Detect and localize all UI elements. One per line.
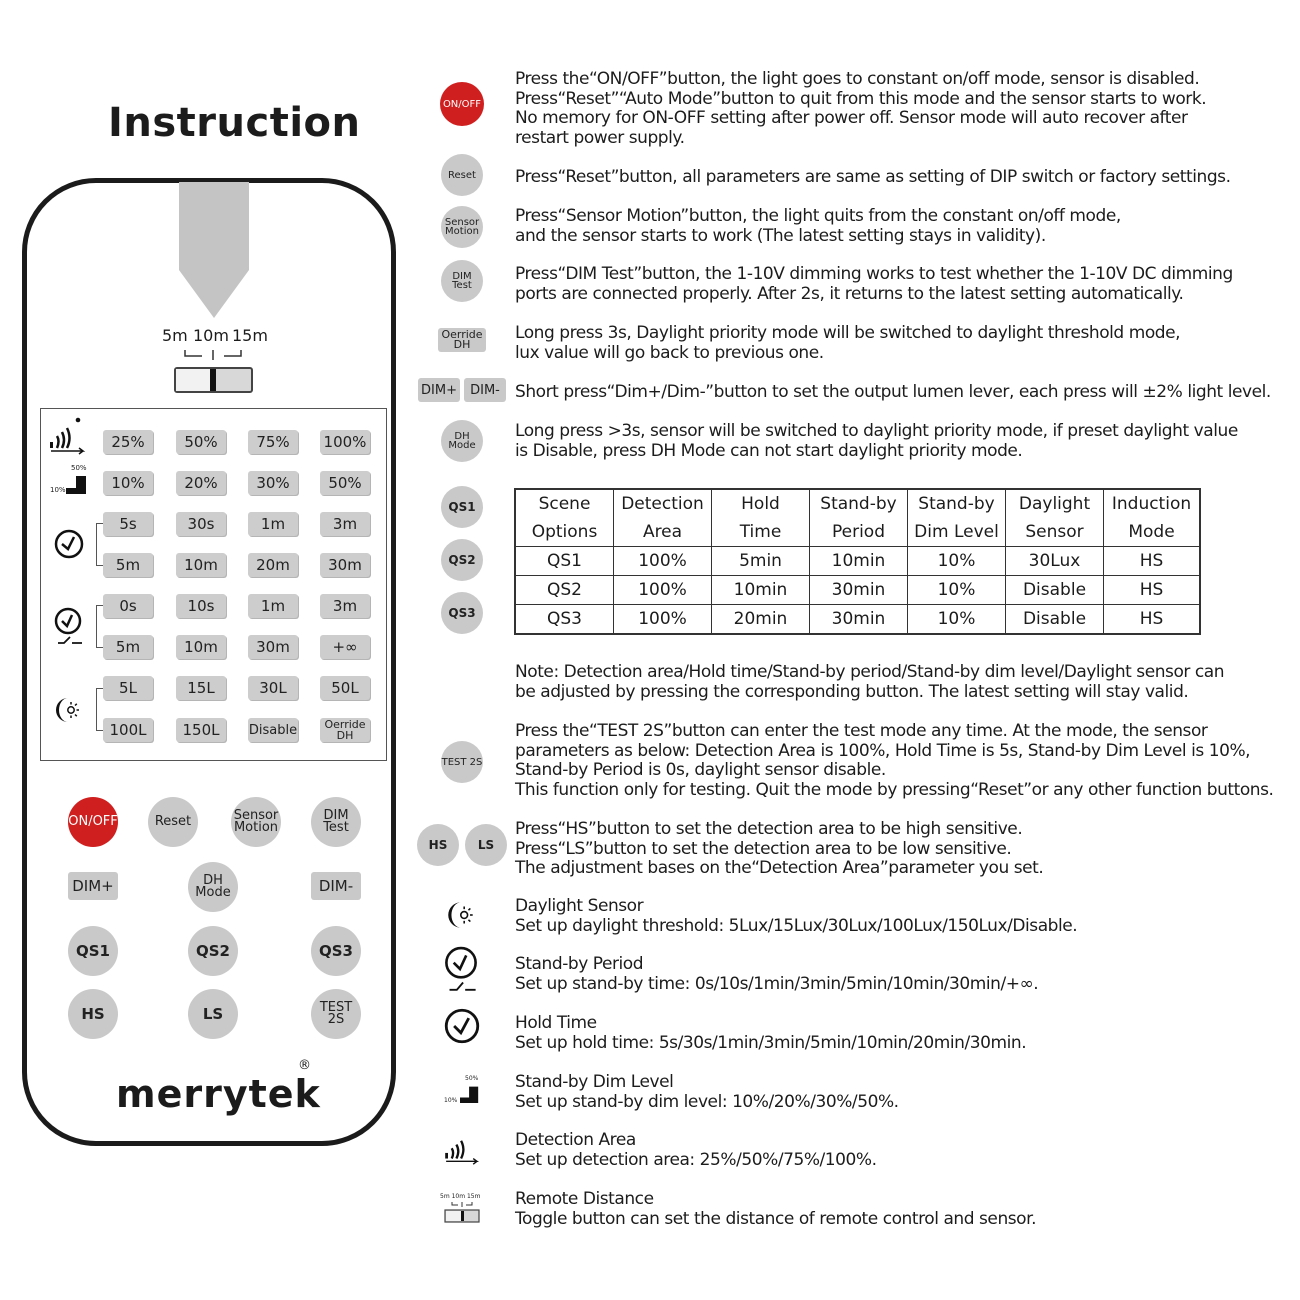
hold-20m-button[interactable]: 20m [248, 553, 298, 577]
table-cell: 10min [712, 576, 810, 605]
instr-hs-ls-text: Press“HS”button to set the detection area to be high sensitive. Press“LS”button to set the detection area to be low sensitive. The adjustment bases on the“Detection Area”parameter you set. [515, 819, 1044, 878]
daylight-30l-button[interactable]: 30L [248, 676, 298, 700]
standby-period-clock-icon [52, 607, 86, 647]
standby-30m-button[interactable]: 30m [248, 635, 298, 659]
instr-dim-test-icon: DIM Test [441, 260, 483, 302]
instr-sensor-motion-icon: Sensor Motion [441, 206, 483, 248]
page-title: Instruction [108, 100, 361, 146]
standby-dim-icon-bottom: 10% [444, 1097, 458, 1104]
table-header-cell: Scene Options [515, 489, 614, 547]
table-cell: 20min [712, 605, 810, 635]
test-2s-button[interactable]: TEST 2S [311, 989, 361, 1039]
detection-area-text: Set up detection area: 25%/50%/75%/100%. [515, 1150, 877, 1170]
instr-hs-icon: HS [417, 824, 459, 866]
sensor-motion-button[interactable]: Sensor Motion [231, 797, 281, 847]
detection-area-legend-icon [443, 1138, 481, 1166]
standby-3m-button[interactable]: 3m [320, 594, 370, 618]
daylight-sensor-icon [52, 694, 84, 726]
dim-level-icon-bottom: 10% [50, 486, 66, 494]
instr-qs3-icon: QS3 [441, 592, 483, 634]
detection-50-button[interactable]: 50% [176, 430, 226, 454]
reset-button[interactable]: Reset [148, 797, 198, 847]
table-header-cell: Induction Mode [1104, 489, 1201, 547]
table-cell: HS [1104, 547, 1201, 576]
detection-75-button[interactable]: 75% [248, 430, 298, 454]
daylight-disable-button[interactable]: Disable [248, 718, 298, 742]
instr-sensor-motion-text: Press“Sensor Motion”button, the light quits from the constant on/off mode, and the sensor starts to work (The latest setting stays in validity). [515, 206, 1121, 246]
table-cell: 5min [712, 547, 810, 576]
hold-30m-button[interactable]: 30m [320, 553, 370, 577]
remote-distance-icon-labels: 5m 10m 15m [440, 1193, 481, 1200]
hold-5m-button[interactable]: 5m [103, 553, 153, 577]
table-header-cell: Daylight Sensor [1006, 489, 1104, 547]
standby-dim-legend-icon [460, 1083, 480, 1103]
on-off-button[interactable]: ON/OFF [68, 797, 118, 847]
standby-dim-title: Stand-by Dim Level [515, 1072, 674, 1092]
table-cell: QS2 [515, 576, 614, 605]
instr-dim-test-text: Press“DIM Test”button, the 1-10V dimming works to test whether the 1-10V DC dimming ports are connected properly. After 2s, it returns to the latest setting automatically. [515, 264, 1233, 304]
daylight-100l-button[interactable]: 100L [103, 718, 153, 742]
daylight-5l-button[interactable]: 5L [103, 676, 153, 700]
table-cell: QS1 [515, 547, 614, 576]
instr-on-off-icon: ON/OFF [440, 82, 484, 126]
standby-period-legend-icon [443, 946, 479, 994]
instr-dh-mode-icon: DH Mode [441, 420, 483, 462]
table-cell: 10min [810, 547, 908, 576]
instr-override-dh-text: Long press 3s, Daylight priority mode will be switched to daylight threshold mode, lux value will go back to previous one. [515, 323, 1181, 363]
instr-override-dh-icon: Oerride DH [438, 328, 486, 352]
table-cell: 100% [614, 547, 712, 576]
standby-10m-button[interactable]: 10m [176, 635, 226, 659]
daylight-15l-button[interactable]: 15L [176, 676, 226, 700]
dim-level-icon-top: 50% [71, 464, 87, 472]
hs-button[interactable]: HS [68, 989, 118, 1039]
adjustment-note: Note: Detection area/Hold time/Stand-by period/Stand-by dim level/Daylight sensor can be adjusted by pressing the corresponding button. The latest setting will stay valid. [515, 662, 1225, 702]
distance-label-10m: 10m [193, 326, 229, 345]
dim-minus-button[interactable]: DIM- [311, 872, 361, 900]
table-cell: 30min [810, 605, 908, 635]
standby-infinite-button[interactable]: +∞ [320, 635, 370, 659]
daylight-sensor-title: Daylight Sensor [515, 896, 644, 916]
table-cell: QS3 [515, 605, 614, 635]
daylight-50l-button[interactable]: 50L [320, 676, 370, 700]
table-cell: 10% [908, 547, 1006, 576]
registered-mark: ® [298, 1058, 311, 1073]
instr-reset-icon: Reset [441, 154, 483, 196]
table-cell: HS [1104, 605, 1201, 635]
hold-30s-button[interactable]: 30s [176, 512, 226, 536]
distance-label-5m: 5m [162, 326, 188, 345]
ir-emitter-icon [179, 182, 249, 318]
standby-1m-button[interactable]: 1m [248, 594, 298, 618]
table-row [515, 547, 1200, 576]
table-header-cell: Stand-by Period [810, 489, 908, 547]
table-cell: 10% [908, 576, 1006, 605]
table-cell: 10% [908, 605, 1006, 635]
hold-5s-button[interactable]: 5s [103, 512, 153, 536]
table-header-cell: Hold Time [712, 489, 810, 547]
distance-bracket-icon [184, 348, 242, 362]
brand-logo: merrytek [116, 1072, 321, 1116]
dim-10-button[interactable]: 10% [103, 471, 153, 495]
toggle-left-section [176, 369, 210, 391]
daylight-sensor-text: Set up daylight threshold: 5Lux/15Lux/30Lux/100Lux/150Lux/Disable. [515, 916, 1078, 936]
table-header-cell: Stand-by Dim Level [908, 489, 1006, 547]
distance-label-15m: 15m [232, 326, 268, 345]
detection-25-button[interactable]: 25% [103, 430, 153, 454]
instr-test-2s-icon: TEST 2S [441, 741, 483, 783]
qs3-button[interactable]: QS3 [311, 926, 361, 976]
hold-10m-button[interactable]: 10m [176, 553, 226, 577]
standby-dim-icon-top: 50% [465, 1075, 479, 1082]
table-cell: 100% [614, 605, 712, 635]
daylight-sensor-legend-icon [444, 898, 478, 932]
hold-time-text: Set up hold time: 5s/30s/1min/3min/5min/10min/20min/30min. [515, 1033, 1027, 1053]
hold-3m-button[interactable]: 3m [320, 512, 370, 536]
hold-1m-button[interactable]: 1m [248, 512, 298, 536]
instr-ls-icon: LS [465, 824, 507, 866]
detection-area-title: Detection Area [515, 1130, 636, 1150]
hold-time-bracket [96, 523, 97, 566]
table-header-cell: Detection Area [614, 489, 712, 547]
table-row [515, 605, 1200, 635]
table-cell: Disable [1006, 576, 1104, 605]
instr-dim-plus-icon: DIM+ [418, 378, 460, 402]
standby-period-text: Set up stand-by time: 0s/10s/1min/3min/5min/10min/30min/+∞. [515, 974, 1039, 994]
hold-time-clock-icon [53, 528, 85, 560]
detection-100-button[interactable]: 100% [320, 430, 370, 454]
dh-mode-button[interactable]: DH Mode [188, 862, 238, 912]
instr-dim-pm-text: Short press“Dim+/Dim-”button to set the output lumen lever, each press will ±2% light level. [515, 382, 1271, 402]
daylight-150l-button[interactable]: 150L [176, 718, 226, 742]
table-header-row [515, 489, 1200, 547]
instr-dim-minus-icon: DIM- [464, 378, 506, 402]
standby-10s-button[interactable]: 10s [176, 594, 226, 618]
table-cell: HS [1104, 576, 1201, 605]
dim-30-button[interactable]: 30% [248, 471, 298, 495]
toggle-knob[interactable] [210, 369, 216, 391]
instr-test-2s-text: Press the“TEST 2S”button can enter the test mode any time. At the mode, the sensor parameters as below: Detection Area is 100%, Hold Time is 5s, Stand-by Dim Level is 10%, Stand-by Period is 0s, daylight sensor disable. This function only for testing. Quit the mode by pressing“Reset”or any other function buttons. [515, 721, 1274, 800]
qs2-button[interactable]: QS2 [188, 926, 238, 976]
parameter-grid-panel [40, 408, 387, 761]
remote-distance-toggle-icon [444, 1200, 480, 1224]
dim-50-button[interactable]: 50% [320, 471, 370, 495]
standby-0s-button[interactable]: 0s [103, 594, 153, 618]
remote-distance-title: Remote Distance [515, 1189, 654, 1209]
daylight-bracket [96, 688, 97, 731]
hold-time-legend-icon [444, 1008, 480, 1044]
ls-button[interactable]: LS [188, 989, 238, 1039]
qs1-button[interactable]: QS1 [68, 926, 118, 976]
detection-area-icon [48, 416, 88, 456]
instr-on-off-text: Press the“ON/OFF”button, the light goes to constant on/off mode, sensor is disabled. Press“Reset”“Auto Mode”button to quit from this mode and the sensor starts to work. No memory for ON-OFF setting after power off. Sensor mode will auto recover after restart power supply. [515, 69, 1207, 148]
instr-reset-text: Press“Reset”button, all parameters are same as setting of DIP switch or factory settings. [515, 167, 1231, 187]
dim-plus-button[interactable]: DIM+ [68, 872, 118, 900]
dim-test-button[interactable]: DIM Test [311, 797, 361, 847]
scene-options-table [514, 488, 1201, 635]
instr-qs1-icon: QS1 [441, 486, 483, 528]
table-cell: Disable [1006, 605, 1104, 635]
table-cell: 30min [810, 576, 908, 605]
table-cell: 100% [614, 576, 712, 605]
standby-dim-text: Set up stand-by dim level: 10%/20%/30%/50%. [515, 1092, 899, 1112]
table-row [515, 576, 1200, 605]
override-dh-button[interactable]: Oerride DH [320, 718, 370, 742]
standby-5m-button[interactable]: 5m [103, 635, 153, 659]
instr-qs2-icon: QS2 [441, 539, 483, 581]
remote-distance-text: Toggle button can set the distance of remote control and sensor. [515, 1209, 1037, 1229]
table-cell: 30Lux [1006, 547, 1104, 576]
standby-period-title: Stand-by Period [515, 954, 644, 974]
instr-dh-mode-text: Long press >3s, sensor will be switched to daylight priority mode, if preset daylight value is Disable, press DH Mode can not start daylight priority mode. [515, 421, 1238, 461]
hold-time-title: Hold Time [515, 1013, 597, 1033]
dim-20-button[interactable]: 20% [176, 471, 226, 495]
standby-bracket [96, 605, 97, 648]
dim-level-step-icon [66, 472, 88, 494]
